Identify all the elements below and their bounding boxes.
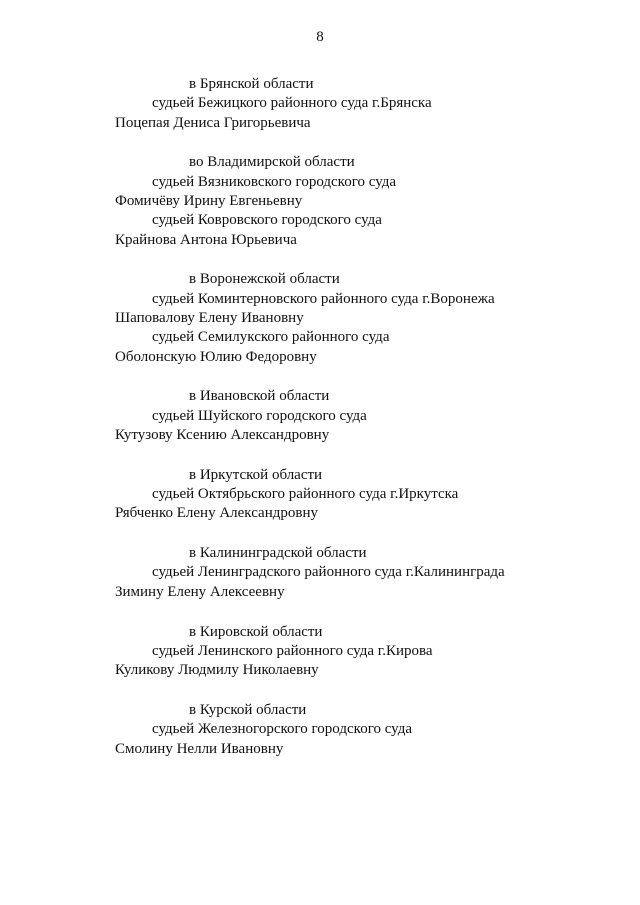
court-position: судьей Бежицкого районного суда г.Брянска — [152, 95, 432, 112]
region-section — [115, 387, 615, 445]
appointments-list — [115, 75, 615, 779]
court-position: судьей Шуйского городского суда — [152, 407, 367, 424]
region-section — [115, 270, 615, 366]
region-heading: в Воронежской области — [189, 271, 340, 288]
region-section — [115, 544, 615, 602]
appointee-name: Крайнова Антона Юрьевича — [115, 231, 297, 248]
region-section — [115, 153, 615, 249]
appointee-name: Фомичёву Ирину Евгеньевну — [115, 192, 303, 209]
region-section — [115, 701, 615, 759]
court-position: судьей Ленинградского районного суда г.Калининграда — [152, 564, 505, 581]
appointee-name: Смолину Нелли Ивановну — [115, 740, 284, 757]
region-heading: в Брянской области — [189, 76, 314, 92]
court-position: судьей Вязниковского городского суда — [152, 173, 397, 190]
court-position: судьей Коминтерновского районного суда г.Воронежа — [152, 290, 495, 307]
appointee-name: Куликову Людмилу Николаевну — [115, 662, 319, 679]
region-section — [115, 75, 615, 133]
region-heading: в Кировской области — [189, 623, 323, 640]
court-position: судьей Железногорского городского суда — [152, 721, 413, 738]
court-position: судьей Ленинского районного суда г.Кирова — [152, 642, 433, 659]
appointee-name: Шаповалову Елену Ивановну — [115, 309, 304, 326]
court-position: судьей Октябрьского районного суда г.Иркутска — [152, 486, 459, 503]
appointee-name: Кутузову Ксению Александровну — [115, 426, 330, 443]
region-section — [115, 623, 615, 681]
appointee-name: Поцепая Дениса Григорьевича — [115, 114, 311, 131]
region-heading: в Калининградской области — [189, 545, 367, 562]
region-heading: в Иркутской области — [189, 466, 323, 483]
region-heading: в Курской области — [189, 701, 307, 718]
page-number: 8 — [316, 29, 324, 45]
region-section — [115, 466, 615, 524]
court-position: судьей Семилукского районного суда — [152, 329, 390, 346]
region-heading: в Ивановской области — [189, 388, 330, 405]
region-heading: во Владимирской области — [189, 154, 355, 171]
appointee-name: Зимину Елену Алексеевну — [115, 583, 285, 600]
appointee-name: Оболонскую Юлию Федоровну — [115, 348, 317, 365]
court-position: судьей Ковровского городского суда — [152, 212, 382, 229]
appointee-name: Рябченко Елену Александровну — [115, 505, 318, 522]
